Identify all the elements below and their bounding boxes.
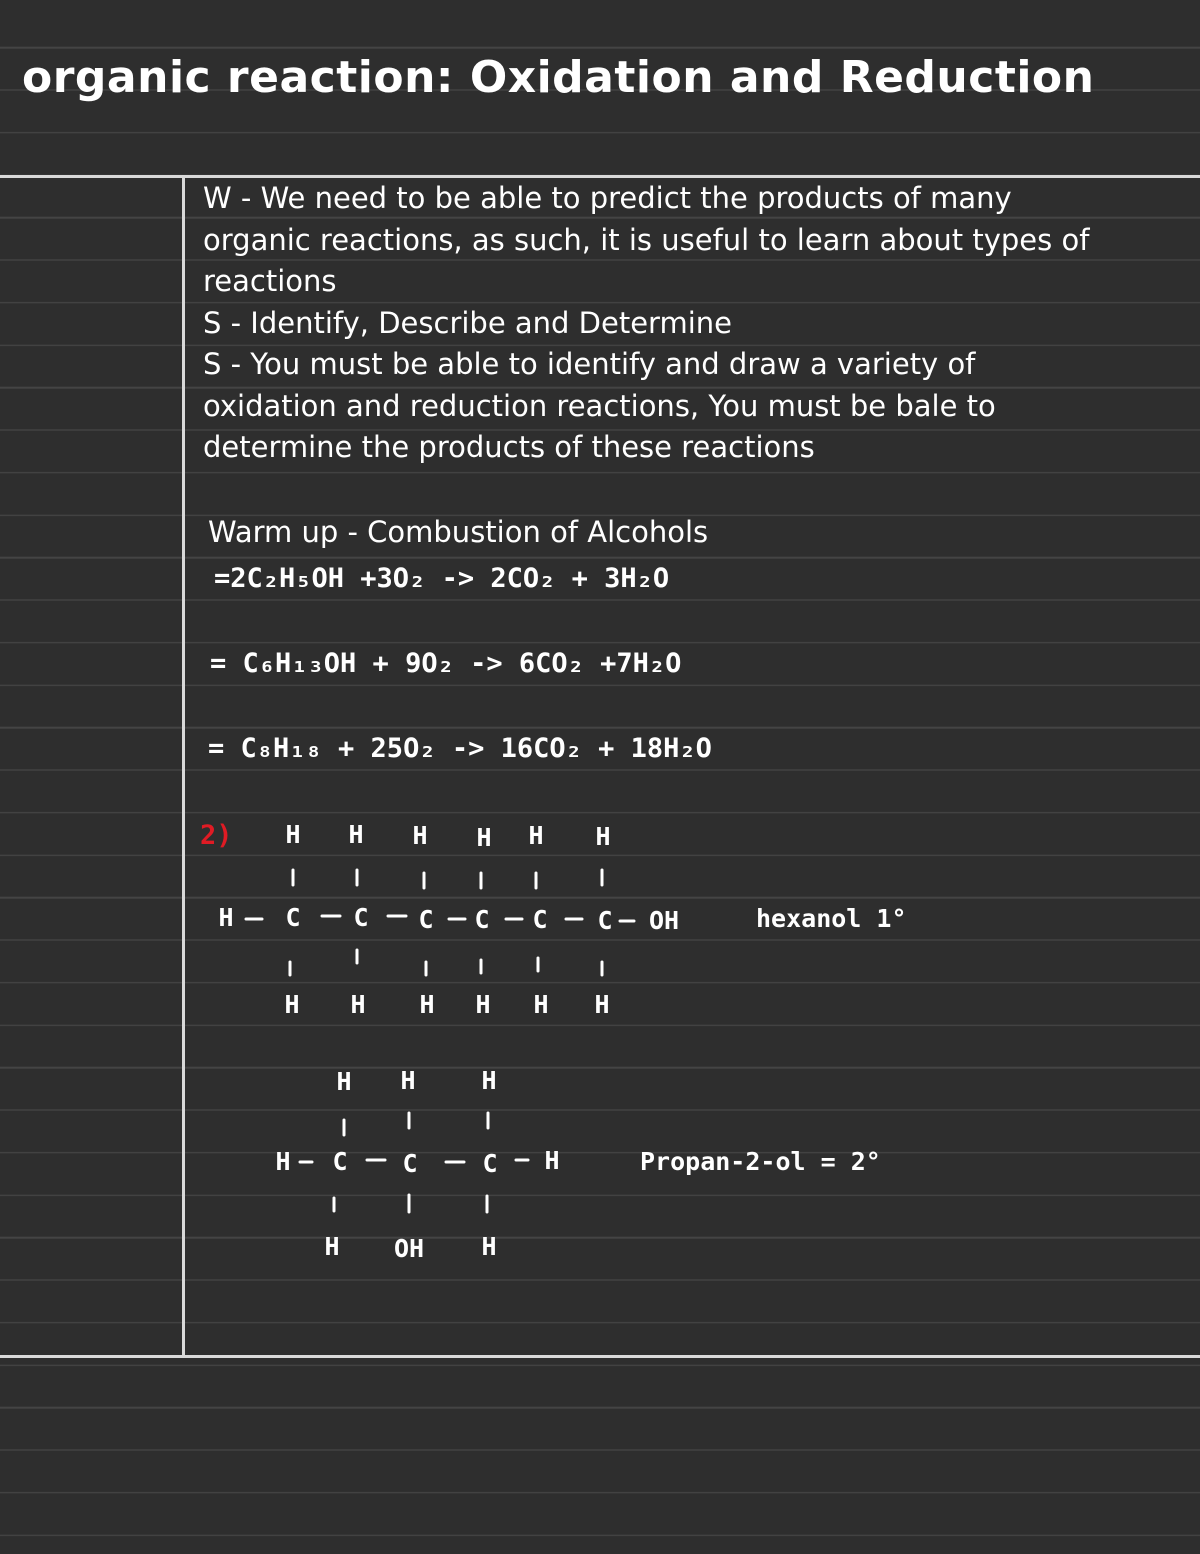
propanol-carbon-1: C <box>332 1147 348 1176</box>
propan-2-ol-label: Propan-2-ol = 2° <box>640 1147 881 1176</box>
objective-s1-line: S - Identify, Describe and Determine <box>203 305 732 340</box>
hexanol-bottom-h-2: H <box>350 990 366 1019</box>
propanol-hydroxyl-group: OH <box>393 1234 425 1263</box>
propanol-top-h-1: H <box>336 1067 352 1096</box>
objective-w-line-1: W - We need to be able to predict the products of many <box>203 181 1012 215</box>
hexanol-bottom-h-3: H <box>419 990 435 1019</box>
hexanol-top-h-4: H <box>476 823 492 852</box>
objective-s2-line-3: determine the products of these reactions <box>203 430 815 464</box>
hexanol-carbon-1: C <box>285 903 301 932</box>
hexanol-label: hexanol 1° <box>756 904 907 933</box>
objective-w-line-2: organic reactions, as such, it is useful to learn about types of <box>203 222 1090 257</box>
propanol-carbon-2: C <box>402 1149 418 1178</box>
objective-w-line-3: reactions <box>203 264 337 298</box>
hexanol-top-h-3: H <box>412 821 428 850</box>
objective-s2-line-2: oxidation and reduction reactions, You must be bale to <box>203 388 996 423</box>
hexanol-carbon-2: C <box>353 903 369 932</box>
hexanol-top-h-2: H <box>348 820 364 849</box>
equation-3: = C₈H₁₈ + 25O₂ -> 16CO₂ + 18H₂O <box>208 733 712 764</box>
hexanol-chain-start-h: H <box>218 903 234 932</box>
propanol-bottom-h-3: H <box>481 1232 497 1261</box>
hexanol-bottom-h-6: H <box>594 990 610 1019</box>
page-title: organic reaction: Oxidation and Reduction <box>22 52 1095 103</box>
hexanol-carbon-4: C <box>474 905 490 934</box>
hexanol-carbon-6: C <box>597 906 613 935</box>
warmup-heading: Warm up - Combustion of Alcohols <box>208 515 709 549</box>
hexanol-top-h-6: H <box>595 822 611 851</box>
hexanol-top-h-5: H <box>528 821 544 850</box>
hexanol-carbon-3: C <box>418 905 434 934</box>
propanol-bottom-h-1: H <box>324 1232 340 1261</box>
equation-2: = C₆H₁₃OH + 9O₂ -> 6CO₂ +7H₂O <box>210 648 682 679</box>
hexanol-carbon-5: C <box>532 905 548 934</box>
propanol-top-h-2: H <box>400 1066 416 1095</box>
propanol-top-h-3: H <box>481 1066 497 1095</box>
hexanol-bottom-h-4: H <box>475 990 491 1019</box>
objective-s2-line-1: S - You must be able to identify and draw a variety of <box>203 347 976 381</box>
propanol-chain-start-h: H <box>275 1147 291 1176</box>
hexanol-bottom-h-1: H <box>284 990 300 1019</box>
hexanol-top-h-1: H <box>285 820 301 849</box>
propanol-chain-end-h: H <box>544 1146 560 1175</box>
propanol-carbon-3: C <box>482 1149 498 1178</box>
question-number: 2) <box>200 820 233 851</box>
equation-1: =2C₂H₅OH +3O₂ -> 2CO₂ + 3H₂O <box>214 563 670 594</box>
hexanol-hydroxyl-group: OH <box>648 906 680 935</box>
hexanol-bottom-h-5: H <box>533 990 549 1019</box>
